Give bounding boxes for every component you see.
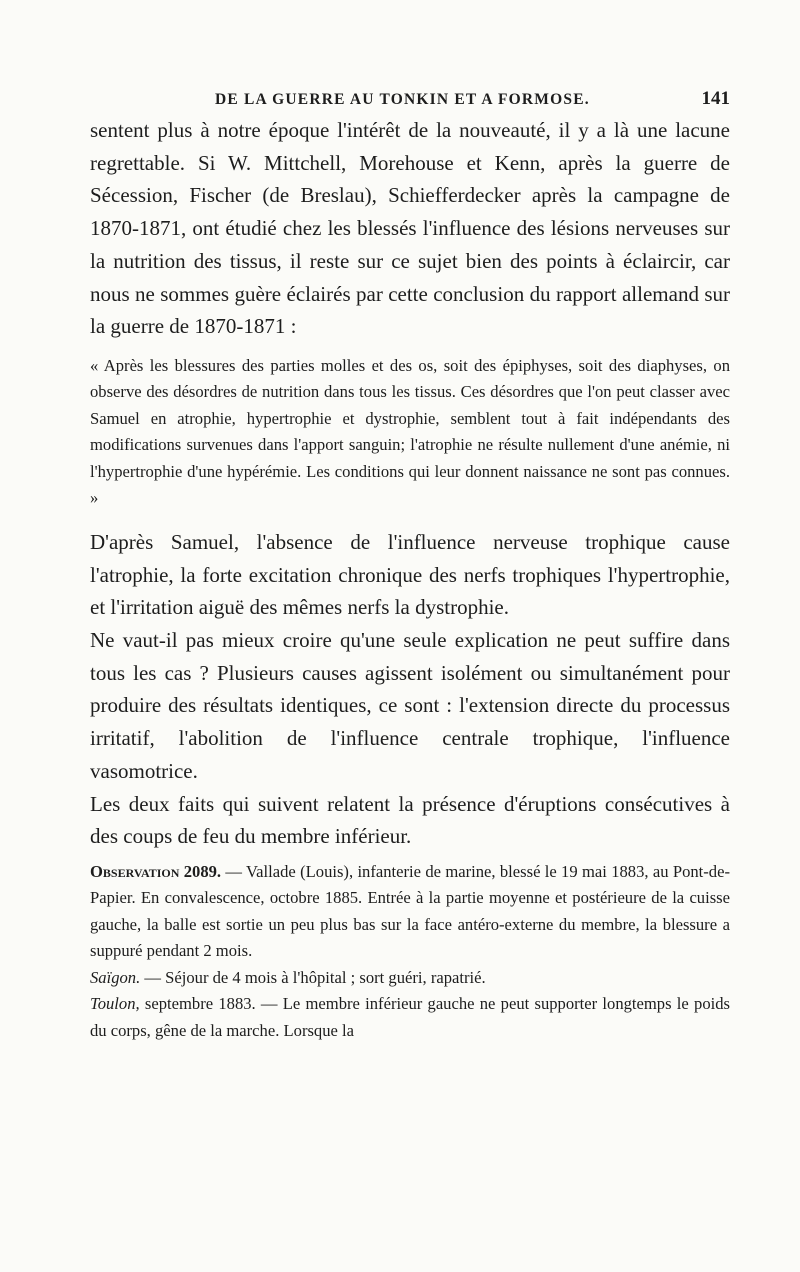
page-number: 141 (701, 88, 730, 109)
saigon-paragraph (90, 965, 730, 992)
quotation-block: « Après les blessures des parties molles et des os, soit des épiphyses, soit des diaphyses, on observe des désordres de nutrition dans tous les tissus. Ces désordres que l'on peut classer avec Samuel en atrophie, hypertrophie et dystrophie, semblent tout à fait indépendants des modifications survenues dans l'apport sanguin; l'atrophie ne résulte nullement d'une anémie, ni l'hypertrophie d'une hypérémie. Les conditions qui leur donnent naissance ne sont pas connues. » (90, 355, 730, 508)
saigon-label: Saïgon. (90, 967, 141, 987)
paragraph-2: D'après Samuel, l'absence de l'influence nerveuse trophique cause l'atrophie, la forte excitation chronique des nerfs trophiques l'hypertrophie, et l'irritation aiguë des mêmes nerfs la dystrophie. (90, 529, 730, 620)
running-header (215, 88, 730, 110)
toulon-paragraph (90, 991, 730, 1044)
toulon-label: Toulon, (90, 994, 140, 1014)
running-title: DE LA GUERRE AU TONKIN ET A FORMOSE. (215, 91, 590, 108)
observation-paragraph (90, 859, 730, 965)
observation-label: Observation 2089. (90, 861, 222, 881)
observation-block (90, 859, 730, 1045)
book-page (90, 88, 730, 1044)
observation-text: — Vallade (Louis), infanterie de marine, blessé le 19 mai 1883, au Pont-de-Papier. En convalescence, octobre 1885. Entrée à la partie moyenne et postérieure de la cuisse gauche, la balle est sortie un peu plus bas sur la face antéro-externe du membre, la blessure a suppuré pendant 2 mois. (90, 861, 730, 961)
saigon-text: — Séjour de 4 mois à l'hôpital ; sort guéri, rapatrié. (140, 967, 486, 987)
paragraph-1: sentent plus à notre époque l'intérêt de la nouveauté, il y a là une lacune regrettable. Si W. Mittchell, Morehouse et Kenn, après la guerre de Sécession, Fischer (de Breslau), Schiefferdecker après la campagne de 1870-1871, ont étudié chez les blessés l'influence des lésions nerveuses sur la nutrition des tissus, il reste sur ce sujet bien des points à éclaircir, car nous ne sommes guère éclairés par cette conclusion du rapport allemand sur la guerre de 1870-1871 : (90, 118, 730, 339)
paragraph-4: Les deux faits qui suivent relatent la présence d'éruptions consécutives à des coups de feu du membre inférieur. (90, 791, 730, 849)
toulon-text: septembre 1883. — Le membre inférieur gauche ne peut supporter longtemps le poids du corps, gêne de la marche. Lorsque la (90, 994, 730, 1040)
paragraph-3: Ne vaut-il pas mieux croire qu'une seule explication ne peut suffire dans tous les cas ? Plusieurs causes agissent isolément ou simultanément pour produire des résultats identiques, ce sont : l'extension directe du processus irritatif, l'abolition de l'influence centrale trophique, l'influence vasomotrice. (90, 628, 730, 783)
